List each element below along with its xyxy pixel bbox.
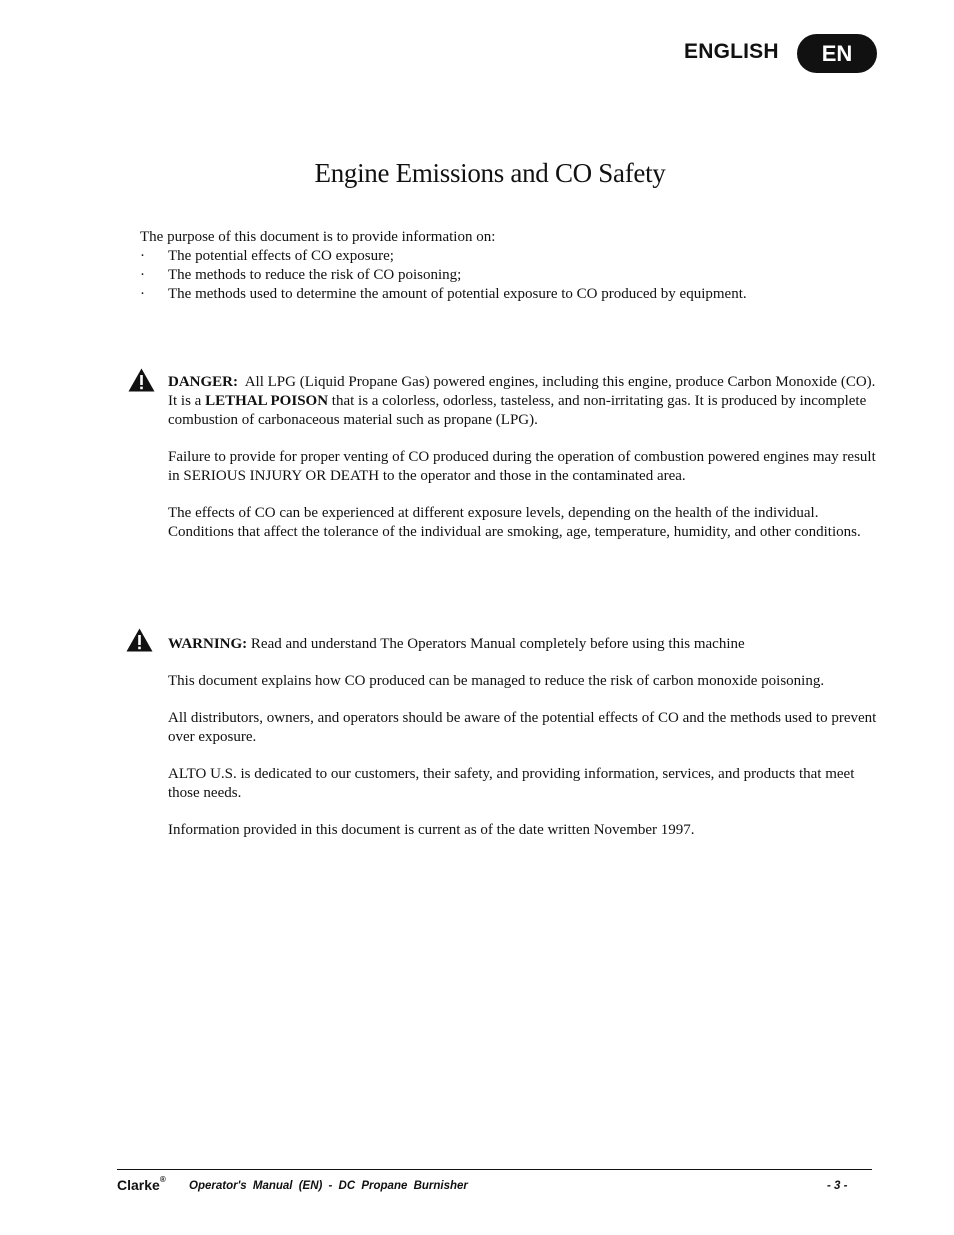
bullet-dot: ·	[140, 248, 145, 264]
warning-triangle-icon	[126, 628, 153, 652]
bullet-dot: ·	[140, 267, 145, 283]
warning-section	[168, 635, 880, 858]
language-badge: EN	[797, 34, 877, 73]
warning-paragraph: This document explains how CO produced can be managed to reduce the risk of carbon monoxide poisoning.	[168, 673, 825, 689]
intro-section	[140, 228, 880, 304]
language-label: ENGLISH	[684, 40, 779, 63]
footer-manual-title: Operator's Manual (EN) - DC Propane Burnisher	[189, 1180, 468, 1192]
page-number: - 3 -	[827, 1180, 848, 1192]
bullet-text: The potential effects of CO exposure;	[168, 248, 394, 264]
danger-paragraph: The effects of CO can be experienced at different exposure levels, depending on the health of the individual. Conditions that affect the tolerance of the individual are smoking, age, temperature, humidity, and other conditions.	[168, 505, 861, 540]
list-item	[140, 266, 880, 285]
brand-name: Clarke	[117, 1177, 160, 1193]
footer-brand	[117, 1177, 166, 1193]
warning-paragraph: ALTO U.S. is dedicated to our customers, their safety, and providing information, services, and products that meet those needs.	[168, 766, 855, 801]
bullet-text: The methods to reduce the risk of CO poisoning;	[168, 267, 462, 283]
bullet-text: The methods used to determine the amount of potential exposure to CO produced by equipment.	[168, 286, 747, 302]
warning-paragraph: Information provided in this document is current as of the date written November 1997.	[168, 822, 695, 838]
footer-divider	[117, 1169, 872, 1170]
danger-section	[168, 373, 880, 560]
danger-text: All LPG (Liquid Propane Gas) powered engines, including this engine, produce Carbon Monoxide (CO). It is a	[168, 374, 876, 409]
lethal-poison-emphasis: LETHAL POISON	[205, 393, 329, 409]
page-title: Engine Emissions and CO Safety	[314, 158, 666, 188]
danger-text: that is a colorless, odorless, tasteless, and non-irritating gas. It is produced by incomplete combustion of carbonaceous material such as propane (LPG).	[168, 393, 867, 428]
intro-lead: The purpose of this document is to provide information on:	[140, 229, 496, 245]
registered-mark: ®	[159, 1175, 166, 1184]
warning-label: WARNING:	[168, 636, 248, 652]
list-item	[140, 285, 880, 304]
warning-paragraph	[168, 635, 880, 654]
list-item	[140, 247, 880, 266]
bullet-dot: ·	[140, 286, 145, 302]
danger-label: DANGER:	[168, 374, 238, 390]
warning-text: Read and understand The Operators Manual completely before using this machine	[250, 636, 745, 652]
danger-paragraph	[168, 373, 880, 430]
warning-paragraph: All distributors, owners, and operators should be aware of the potential effects of CO and the methods used to prevent over exposure.	[168, 710, 877, 745]
warning-triangle-icon	[128, 368, 155, 392]
danger-paragraph: Failure to provide for proper venting of CO produced during the operation of combustion powered engines may result in SERIOUS INJURY OR DEATH to the operator and those in the contaminated area.	[168, 449, 876, 484]
